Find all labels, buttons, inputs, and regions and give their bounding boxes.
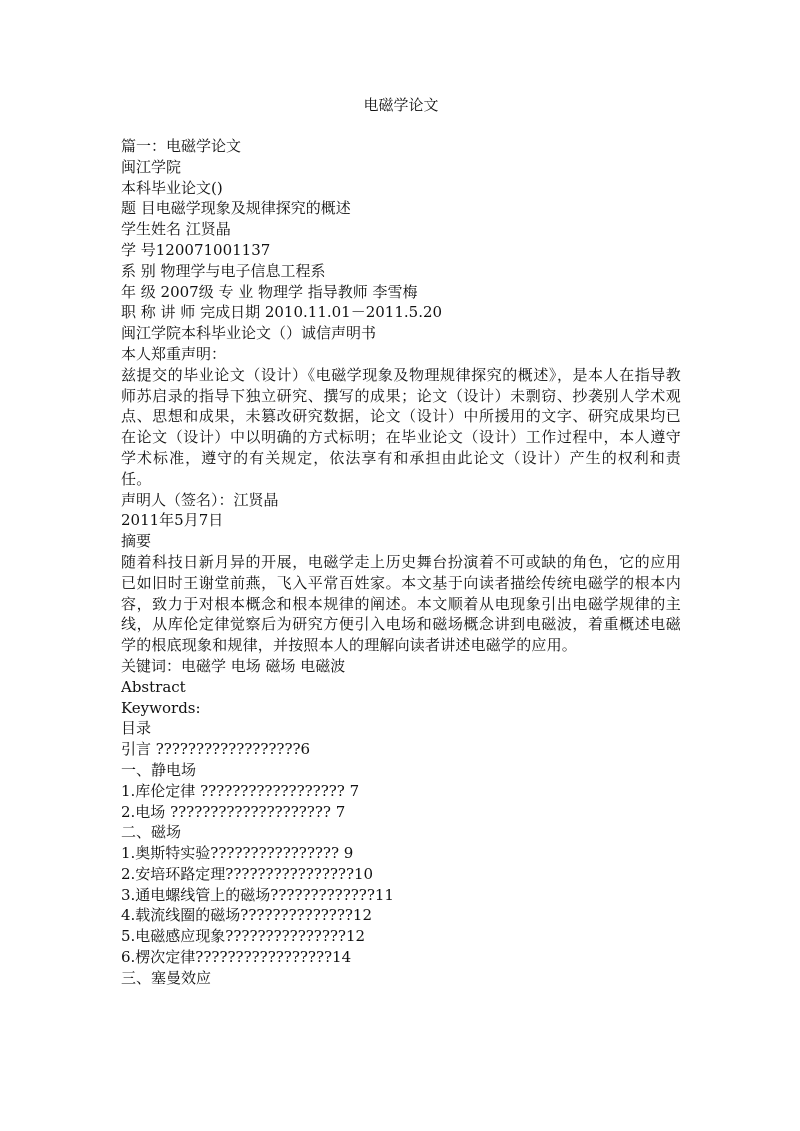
toc-entry: 1.奥斯特实验???????????????? 9: [121, 844, 354, 863]
abstract-en-heading: Abstract: [121, 677, 186, 696]
text-line: 题 目电磁学现象及规律探究的概述: [121, 199, 351, 218]
toc-entry: 4.载流线圈的磁场??????????????12: [121, 906, 372, 925]
text-line: 年 级 2007级 专 业 物理学 指导教师 李雪梅: [121, 282, 418, 301]
toc-section: 二、磁场: [121, 823, 182, 842]
text-line: 学 号120071001137: [121, 240, 271, 259]
keywords-en-line: Keywords:: [121, 698, 201, 717]
toc-entry: 3.通电螺线管上的磁场?????????????11: [121, 885, 394, 904]
toc-entry: 2.电场 ???????????????????? 7: [121, 802, 346, 821]
text-line: 篇一：电磁学论文: [121, 137, 242, 155]
document-body: [121, 136, 681, 989]
toc-heading: 目录: [121, 719, 152, 738]
toc-entry: 5.电磁感应现象???????????????12: [121, 927, 366, 946]
toc-section: 一、静电场: [121, 760, 197, 779]
declaration-paragraph: 兹提交的毕业论文（设计）《电磁学现象及物理规律探究的概述》，是本人在指导教师苏启录的指导下独立研究、撰写的成果；论文（设计）未剽窃、抄袭别人学术观点、思想和成果，未篡改研究数据，论文（设计）中所援用的文字、研究成果均已在论文（设计）中以明确的方式标明；在毕业论文（设计）工作过程中，本人遵守学术标准，遵守的有关规定，依法享有和承担由此论文（设计）产生的权利和责任。: [121, 365, 681, 488]
abstract-heading: 摘要: [121, 532, 152, 551]
text-line: 系 别 物理学与电子信息工程系: [121, 261, 326, 280]
toc-entry: 1.库伦定律 ?????????????????? 7: [121, 781, 360, 800]
text-line: 学生姓名 江贤晶: [121, 220, 231, 239]
toc-entry: 引言 ??????????????????6: [121, 740, 311, 759]
text-line: 职 称 讲 师 完成日期 2010.11.01－2011.5.20: [121, 303, 443, 322]
toc-entry: 2.安培环路定理????????????????10: [121, 864, 374, 883]
text-line: 闽江学院本科毕业论文（）诚信声明书: [121, 324, 377, 343]
signature-line: 声明人（签名）：江贤晶: [121, 490, 279, 509]
keywords-line: 关键词：电磁学 电场 磁场 电磁波: [121, 656, 346, 675]
document-title: 电磁学论文: [363, 96, 439, 114]
text-line: 闽江学院: [121, 157, 182, 176]
abstract-paragraph: 随着科技日新月异的开展，电磁学走上历史舞台扮演着不可或缺的角色，它的应用已如旧时王谢堂前燕，飞入平常百姓家。本文基于向读者描绘传统电磁学的根本内容，致力于对根本概念和根本规律的阐述。本文顺着从电现象引出电磁学规律的主线，从库伦定律觉察后为研究方便引入电场和磁场概念讲到电磁波，着重概述电磁学的根底现象和规律，并按照本人的理解向读者讲述电磁学的应用。: [121, 552, 681, 655]
toc-entry: 6.楞次定律?????????????????14: [121, 948, 352, 967]
date-line: 2011年5月7日: [121, 511, 224, 530]
text-line: 本人郑重声明：: [121, 344, 227, 363]
text-line: 本科毕业论文(): [121, 178, 223, 197]
toc-section: 三、塞曼效应: [121, 968, 212, 987]
